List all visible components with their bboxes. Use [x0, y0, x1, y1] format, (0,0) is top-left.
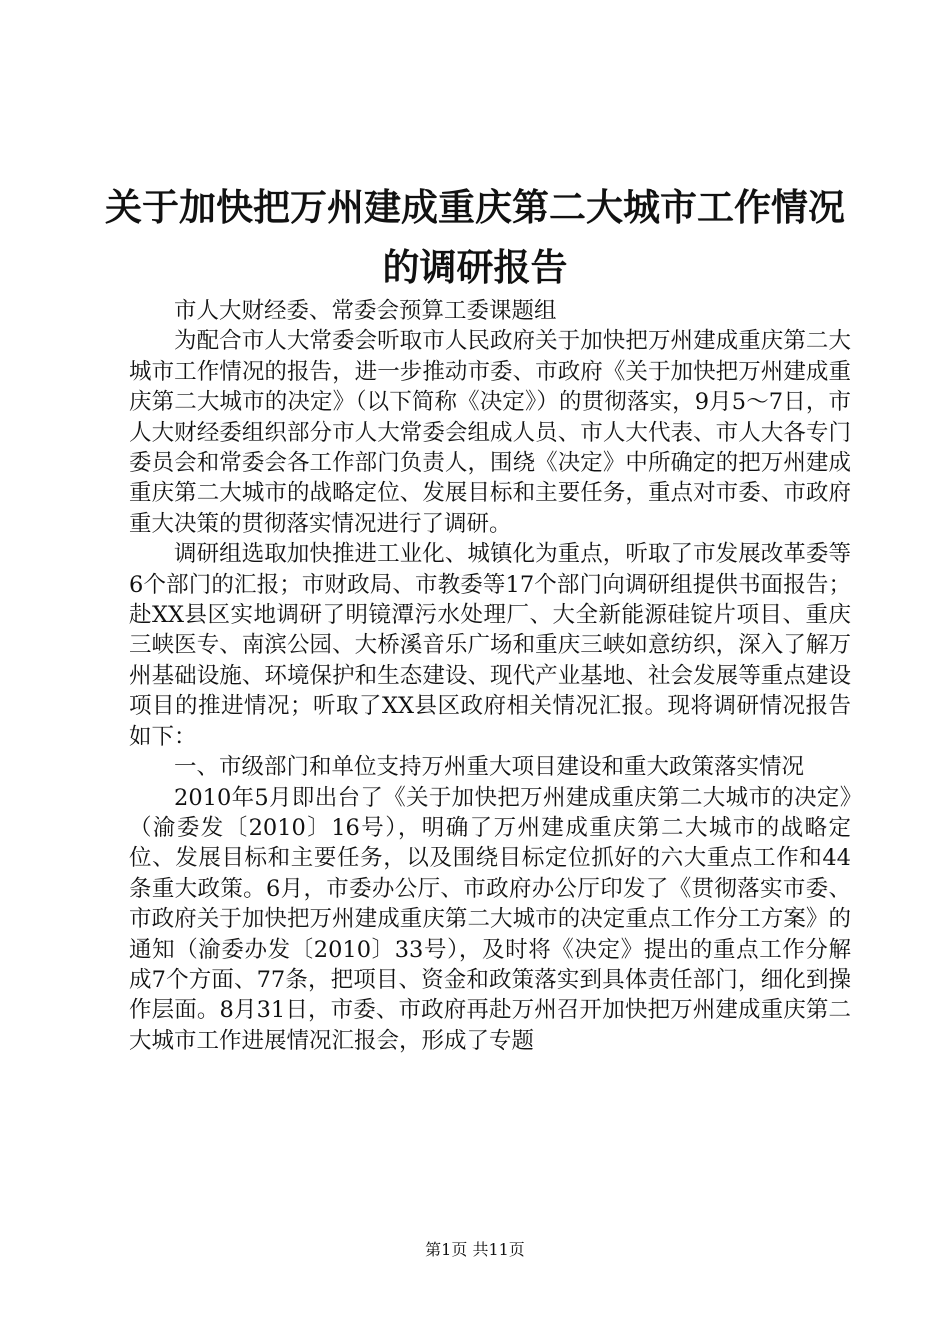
section-heading: 一、市级部门和单位支持万州重大项目建设和重大政策落实情况 — [174, 754, 805, 781]
author-line: 市人大财经委、常委会预算工委课题组 — [174, 298, 557, 324]
page-footer: 第1页 共11页 — [425, 1240, 525, 1259]
paragraph: 为配合市人大常委会听取市人民政府关于加快把万州建成重庆第二大城市工作情况的报告，进一步推动市委、市政府《关于加快把万州建成重庆第二大城市的决定》（以下简称《决定》）的贯彻落实，9月5～7日，市人大财经委组织部分市人大常委会组成人员、市人大代表、市人大各专门委员会和常委会各工作部门负责人，围绕《决定》中所确定的把万州建成重庆第二大城市的战略定位、发展目标和主要任务，重点对市委、市政府重大决策的贯彻落实情况进行了调研。 — [129, 328, 851, 537]
paragraph: 调研组选取加快推进工业化、城镇化为重点，听取了市发展改革委等6个部门的汇报；市财政局、市教委等17个部门向调研组提供书面报告；赴XX县区实地调研了明镜潭污水处理厂、大全新能源硅锭片项目、重庆三峡医专、南滨公园、大桥溪音乐广场和重庆三峡如意纺织，深入了解万州基础设施、环境保护和生态建设、现代产业基地、社会发展等重点建设项目的推进情况；听取了XX县区政府相关情况汇报。现将调研情况报告如下： — [129, 541, 851, 750]
document-body — [129, 296, 851, 1056]
paragraph: 2010年5月即出台了《关于加快把万州建成重庆第二大城市的决定》（渝委发〔2010〕16号），明确了万州建成重庆第二大城市的战略定位、发展目标和主要任务，以及围绕目标定位抓好的六大重点工作和44条重大政策。6月，市委办公厅、市政府办公厅印发了《贯彻落实市委、市政府关于加快把万州建成重庆第二大城市的决定重点工作分工方案》的通知（渝委办发〔2010〕33号），及时将《决定》提出的重点工作分解成7个方面、77条，把项目、资金和政策落实到具体责任部门，细化到操作层面。8月31日，市委、市政府再赴万州召开加快把万州建成重庆第二大城市工作进展情况汇报会，形成了专题 — [129, 784, 851, 1054]
document-title-line1: 关于加快把万州建成重庆第二大城市工作情况 — [105, 186, 845, 229]
document-title-line2: 的调研报告 — [382, 246, 568, 289]
